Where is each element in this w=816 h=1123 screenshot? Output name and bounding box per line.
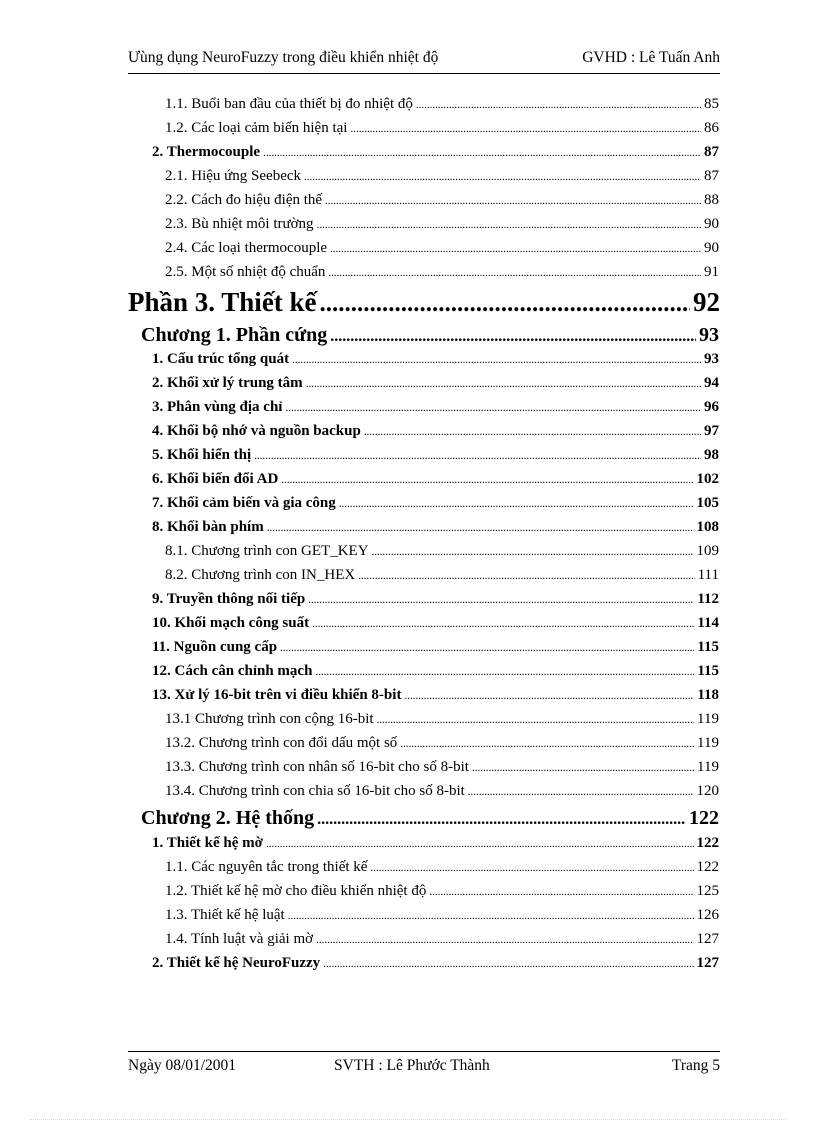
toc-entry[interactable]: 1.3. Thiết kế hệ luật ..... 126 <box>165 907 719 924</box>
toc-entry[interactable]: 2.2. Cách đo hiệu điện thế ..... 88 <box>165 192 719 209</box>
toc-entry[interactable]: 1.2. Thiết kế hệ mờ cho điều khiển nhiệt độ ..... 125 <box>165 883 719 900</box>
footer-student: SVTH : Lê Phước Thành <box>334 1057 490 1074</box>
toc-entry[interactable]: 2. Khối xử lý trung tâm ..... 94 <box>152 375 719 392</box>
toc-chapter-heading[interactable]: Chương 1. Phần cứng ..... 93 <box>141 324 719 347</box>
toc-entry[interactable]: 12. Cách cân chỉnh mạch ..... 115 <box>152 663 719 680</box>
page-footer <box>128 1051 720 1074</box>
toc-entry[interactable]: 1. Thiết kế hệ mờ ..... 122 <box>152 835 719 852</box>
toc-entry[interactable]: 7. Khối cảm biến và gia công ..... 105 <box>152 495 719 512</box>
toc-part-heading[interactable]: Phần 3. Thiết kế ..... 92 <box>128 287 720 318</box>
page-header <box>128 47 720 74</box>
toc-entry[interactable]: 2.1. Hiệu ứng Seebeck ..... 87 <box>165 168 719 185</box>
toc-entry[interactable]: 2. Thiết kế hệ NeuroFuzzy ..... 127 <box>152 955 719 972</box>
toc-entry[interactable]: 1.2. Các loại cảm biến hiện tại ..... 86 <box>165 120 719 137</box>
toc-entry[interactable]: 3. Phân vùng địa chỉ ..... 96 <box>152 399 719 416</box>
toc-entry[interactable]: 13.2. Chương trình con đổi dấu một số ..... 119 <box>165 735 719 752</box>
header-title: Ưùng dụng NeuroFuzzy trong điều khiển nhiệt độ <box>128 49 439 66</box>
toc-entry[interactable]: 2.4. Các loại thermocouple ..... 90 <box>165 240 719 257</box>
toc-entry[interactable]: 2. Thermocouple ..... 87 <box>152 144 719 161</box>
toc-entry[interactable]: 13. Xử lý 16-bit trên vi điều khiển 8-bit ..... 118 <box>152 687 719 704</box>
toc-chapter-heading[interactable]: Chương 2. Hệ thống ..... 122 <box>141 807 719 830</box>
toc-entry[interactable]: 11. Nguồn cung cấp ..... 115 <box>152 639 719 656</box>
footer-date: Ngày 08/01/2001 <box>128 1057 237 1074</box>
toc-entry[interactable]: 9. Truyền thông nối tiếp ..... 112 <box>152 591 719 608</box>
toc-entry[interactable]: 13.4. Chương trình con chia số 16-bit cho số 8-bit ..... 120 <box>165 783 719 800</box>
toc-entry[interactable]: 6. Khối biến đổi AD ..... 102 <box>152 471 719 488</box>
toc-entry[interactable]: 8.2. Chương trình con IN_HEX ..... 111 <box>165 567 719 584</box>
toc-entry[interactable]: 1. Cấu trúc tổng quát ..... 93 <box>152 351 719 368</box>
toc-entry[interactable]: 5. Khối hiển thị ..... 98 <box>152 447 719 464</box>
header-advisor: GVHD : Lê Tuấn Anh <box>582 49 720 66</box>
toc-entry[interactable]: 10. Khối mạch công suất ..... 114 <box>152 615 719 632</box>
toc-entry[interactable]: 1.1. Các nguyên tắc trong thiết kế ..... 122 <box>165 859 719 876</box>
page-edge-divider <box>30 1119 786 1120</box>
toc-entry[interactable]: 8. Khối bàn phím ..... 108 <box>152 519 719 536</box>
toc-entry[interactable]: 13.3. Chương trình con nhân số 16-bit cho số 8-bit ..... 119 <box>165 759 719 776</box>
toc-entry[interactable]: 2.5. Một số nhiệt độ chuẩn ..... 91 <box>165 264 719 281</box>
toc-entry[interactable]: 1.1. Buổi ban đầu của thiết bị đo nhiệt độ ..... 85 <box>165 96 719 113</box>
toc-entry[interactable]: 1.4. Tính luật và giải mờ ..... 127 <box>165 931 719 948</box>
toc-entry[interactable]: 8.1. Chương trình con GET_KEY ..... 109 <box>165 543 719 560</box>
toc-entry[interactable]: 4. Khối bộ nhớ và nguồn backup ..... 97 <box>152 423 719 440</box>
toc-entry[interactable]: 2.3. Bù nhiệt môi trường ..... 90 <box>165 216 719 233</box>
footer-page-number: Trang 5 <box>671 1057 720 1074</box>
toc-entry[interactable]: 13.1 Chương trình con cộng 16-bit ..... 119 <box>165 711 719 728</box>
